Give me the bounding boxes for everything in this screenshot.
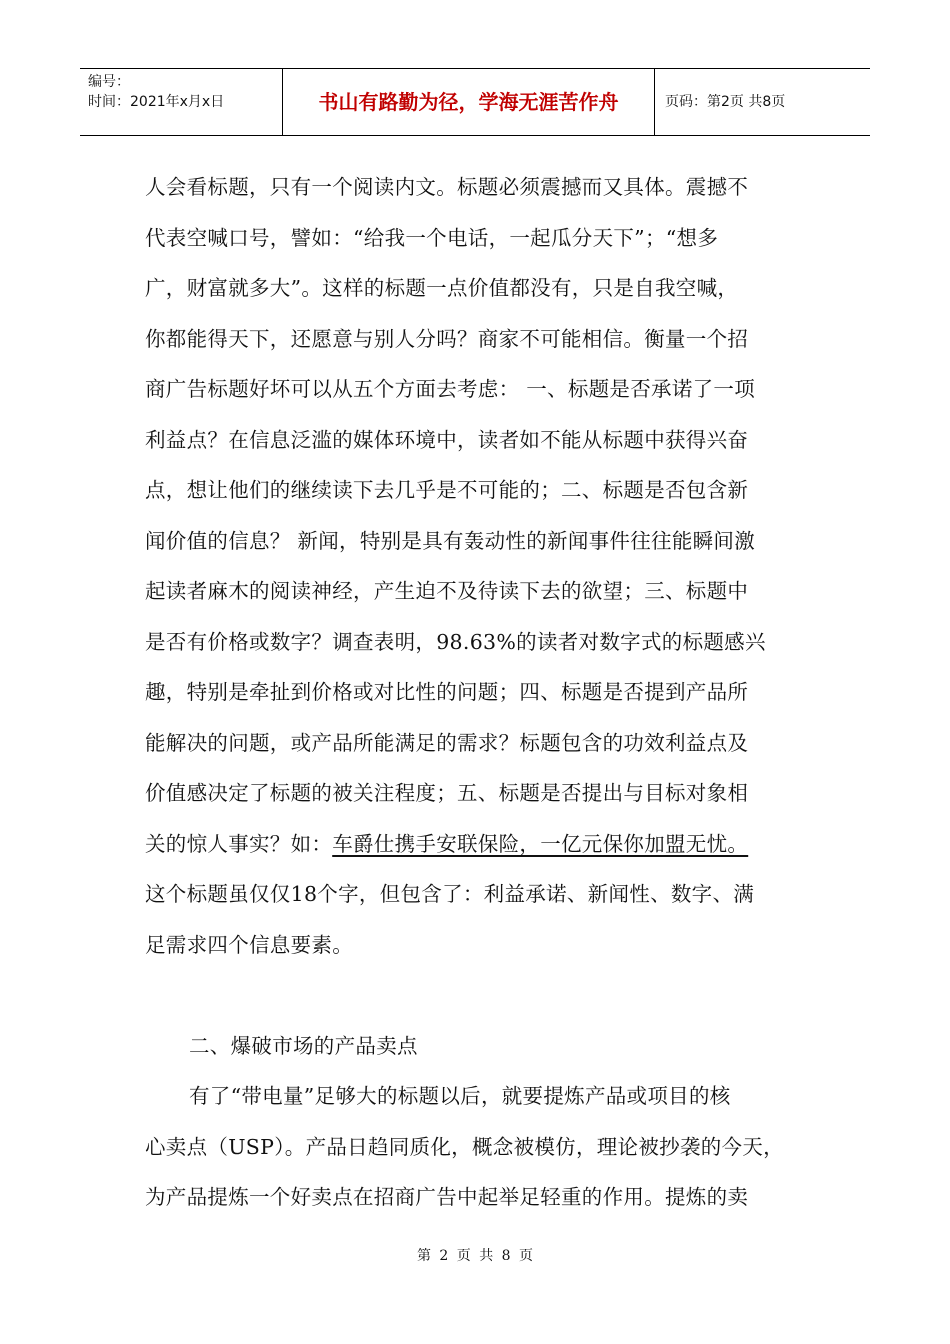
document-date: 时间：2021年x月x日 xyxy=(88,94,225,110)
text-line: 代表空喊口号，譬如：“给我一个电话，一起瓜分天下”；“想多 xyxy=(145,225,719,250)
text-line: 点，想让他们的继续读下去几乎是不可能的；二、标题是否包含新 xyxy=(145,478,749,502)
header-page-cell xyxy=(655,69,870,135)
text-line: 你都能得天下，还愿意与别人分吗？商家不可能相信。衡量一个招 xyxy=(145,326,749,351)
text-line-prefix: 关的惊人事实？如： xyxy=(145,831,333,856)
document-number-label: 编号： xyxy=(88,74,130,90)
text-line: 价值感决定了标题的被关注程度；五、标题是否提出与目标对象相 xyxy=(145,781,749,805)
paragraph-selling-points xyxy=(145,1071,810,1223)
text-line: 为产品提炼一个好卖点在招商广告中起举足轻重的作用。提炼的卖 xyxy=(145,1185,749,1209)
text-line: 利益点？在信息泛滥的媒体环境中，读者如不能从标题中获得兴奋 xyxy=(145,427,749,452)
paragraph-spacer xyxy=(145,970,810,1021)
underlined-example-headline: 车爵仕携手安联保险，一亿元保你加盟无忧。 xyxy=(332,831,749,856)
text-line: 是否有价格或数字？调查表明，98.63%的读者对数字式的标题感兴 xyxy=(145,629,766,654)
header-motto-cell xyxy=(283,69,655,135)
page-footer: 第 2 页 共 8 页 xyxy=(416,1248,534,1264)
text-line: 商广告标题好坏可以从五个方面去考虑： 一、标题是否承诺了一项 xyxy=(145,377,756,401)
text-line: 人会看标题，只有一个阅读内文。标题必须震撼而又具体。震撼不 xyxy=(145,175,749,199)
header-page-number: 页码：第2页 共8页 xyxy=(665,94,786,110)
text-line: 心卖点（USP）。产品日趋同质化，概念被模仿，理论被抄袭的今天， xyxy=(145,1134,784,1159)
text-line xyxy=(145,819,810,870)
text-line: 广，财富就多大”。这样的标题一点价值都没有，只是自我空喊， xyxy=(145,276,739,300)
text-line: 趣，特别是牵扯到价格或对比性的问题；四、标题是否提到产品所 xyxy=(145,680,749,704)
text-line: 能解决的问题，或产品所能满足的需求？标题包含的功效利益点及 xyxy=(145,730,749,755)
text-line: 足需求四个信息要素。 xyxy=(145,932,353,957)
text-line: 闻价值的信息？ 新闻，特别是具有轰动性的新闻事件往往能瞬间激 xyxy=(145,528,756,553)
paragraph-headline-criteria xyxy=(145,162,810,970)
text-line: 有了“带电量”足够大的标题以后，就要提炼产品或项目的核 xyxy=(189,1084,731,1108)
section-heading: 二、爆破市场的产品卖点 xyxy=(189,1033,418,1058)
text-line: 起读者麻木的阅读神经，产生迫不及待读下去的欲望；三、标题中 xyxy=(145,579,749,603)
header-meta-cell xyxy=(80,69,283,135)
page-header xyxy=(80,68,870,136)
document-body xyxy=(145,162,810,1223)
text-line: 这个标题虽仅仅18个字，但包含了：利益承诺、新闻性、数字、满 xyxy=(145,882,755,906)
header-motto: 书山有路勤为径，学海无涯苦作舟 xyxy=(318,90,619,114)
